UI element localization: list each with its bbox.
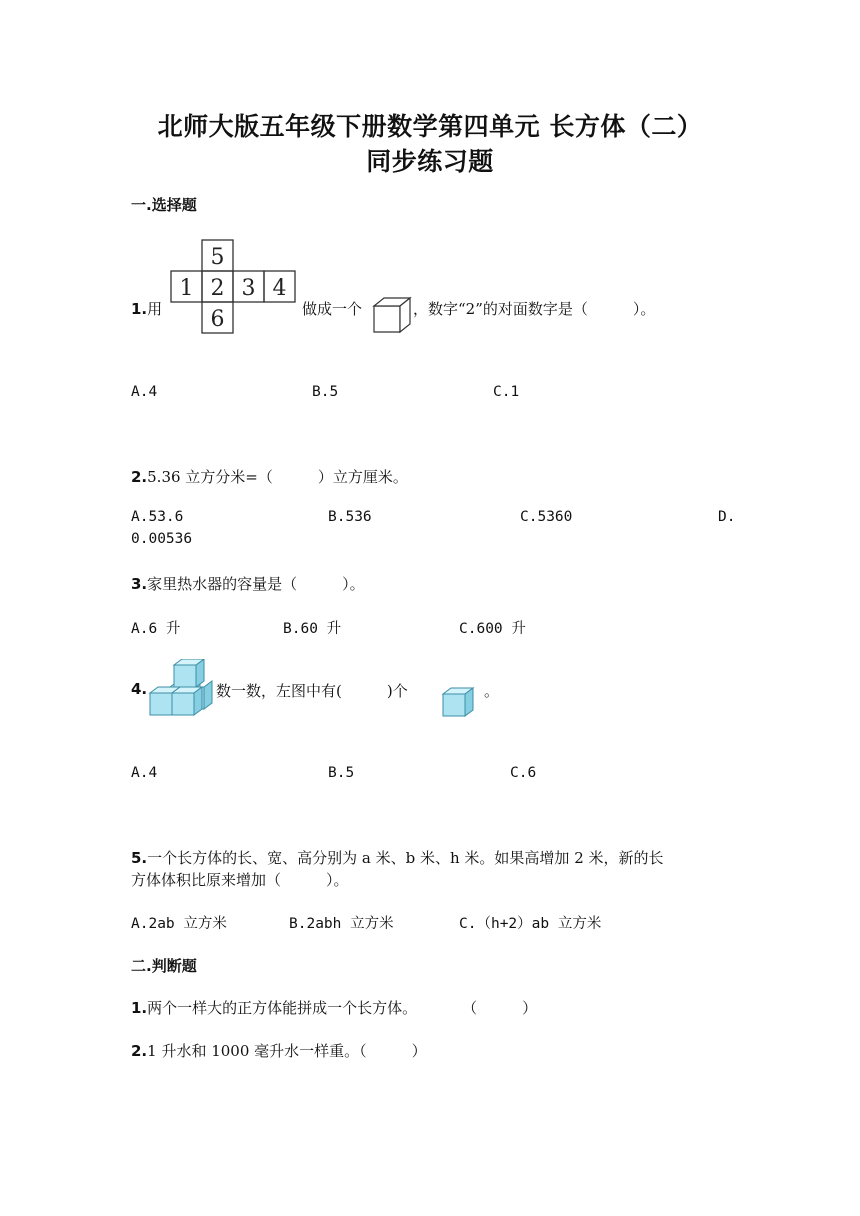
question-5-line-2: 方体体积比原来增加（ ）。: [131, 871, 349, 889]
question-text: 两个一样大的正方体能拼成一个长方体。 （ ）: [147, 999, 538, 1017]
question-4-number: [131, 680, 147, 698]
question-1: [131, 298, 162, 319]
question-5-line-1: [131, 847, 664, 868]
q3-option-a: A.6 升: [131, 621, 181, 637]
q1-option-c: C.1: [493, 384, 520, 400]
q4-option-a: A.4: [131, 765, 158, 781]
question-number: 1.: [131, 300, 148, 318]
question-number: 1.: [131, 999, 148, 1017]
question-number: 3.: [131, 575, 148, 593]
question-2: [131, 466, 408, 487]
q5-option-c: C.（h+2）ab 立方米: [459, 916, 602, 932]
question-3: [131, 573, 365, 594]
title-line-2: 同步练习题: [366, 147, 494, 176]
q3-option-b: B.60 升: [283, 621, 342, 637]
q2-option-d: D.: [718, 509, 736, 525]
q4-option-b: B.5: [328, 765, 355, 781]
question-1-post-text: ，数字“2”的对面数字是（ ）。: [413, 300, 656, 318]
q1-option-b: B.5: [312, 384, 339, 400]
question-number: 5.: [131, 849, 148, 867]
question-text: 1 升水和 1000 毫升水一样重。（ ）: [147, 1042, 427, 1060]
net-face-5: 5: [210, 245, 225, 270]
question-number: 2.: [131, 1042, 148, 1060]
net-face-6: 6: [210, 307, 225, 332]
q5-option-b: B.2abh 立方米: [289, 916, 394, 932]
question-text-pre: 用: [147, 300, 163, 318]
judgement-2: [131, 1040, 427, 1061]
title-line-1: 北师大版五年级下册数学第四单元 长方体（二）: [157, 112, 703, 141]
judgement-1: [131, 997, 537, 1018]
question-4-text: 数一数，左图中有( )个: [216, 682, 408, 700]
cube-net-figure: [170, 238, 298, 335]
net-face-3: 3: [241, 276, 256, 301]
q2-option-b: B.536: [328, 509, 372, 525]
net-face-4: 4: [272, 276, 287, 301]
q2-option-c: C.5360: [520, 509, 573, 525]
question-4-post-text: 。: [484, 682, 500, 700]
section-heading-judgement: 二.判断题: [131, 957, 197, 975]
question-number: 2.: [131, 468, 148, 486]
net-face-2: 2: [210, 276, 225, 301]
net-face-1: 1: [179, 276, 194, 301]
question-text: 家里热水器的容量是（ ）。: [147, 575, 365, 593]
q3-option-c: C.600 升: [459, 621, 526, 637]
question-text: 一个长方体的长、宽、高分别为 a 米、b 米、h 米。如果高增加 2 米，新的长: [147, 849, 664, 867]
q4-option-c: C.6: [510, 765, 537, 781]
question-1-mid-text: 做成一个: [302, 300, 363, 318]
q2-option-d-value: 0.00536: [131, 531, 193, 547]
q2-option-a: A.53.6: [131, 509, 184, 525]
question-number: 4.: [131, 680, 148, 698]
single-cube-icon: [441, 686, 475, 718]
q5-option-a: A.2ab 立方米: [131, 916, 227, 932]
question-text: 5.36 立方分米=（ ）立方厘米。: [147, 468, 408, 486]
q1-option-a: A.4: [131, 384, 158, 400]
section-heading-choice: 一.选择题: [131, 196, 197, 214]
stacked-cubes-figure: [148, 659, 214, 717]
cube-icon: [372, 296, 412, 334]
